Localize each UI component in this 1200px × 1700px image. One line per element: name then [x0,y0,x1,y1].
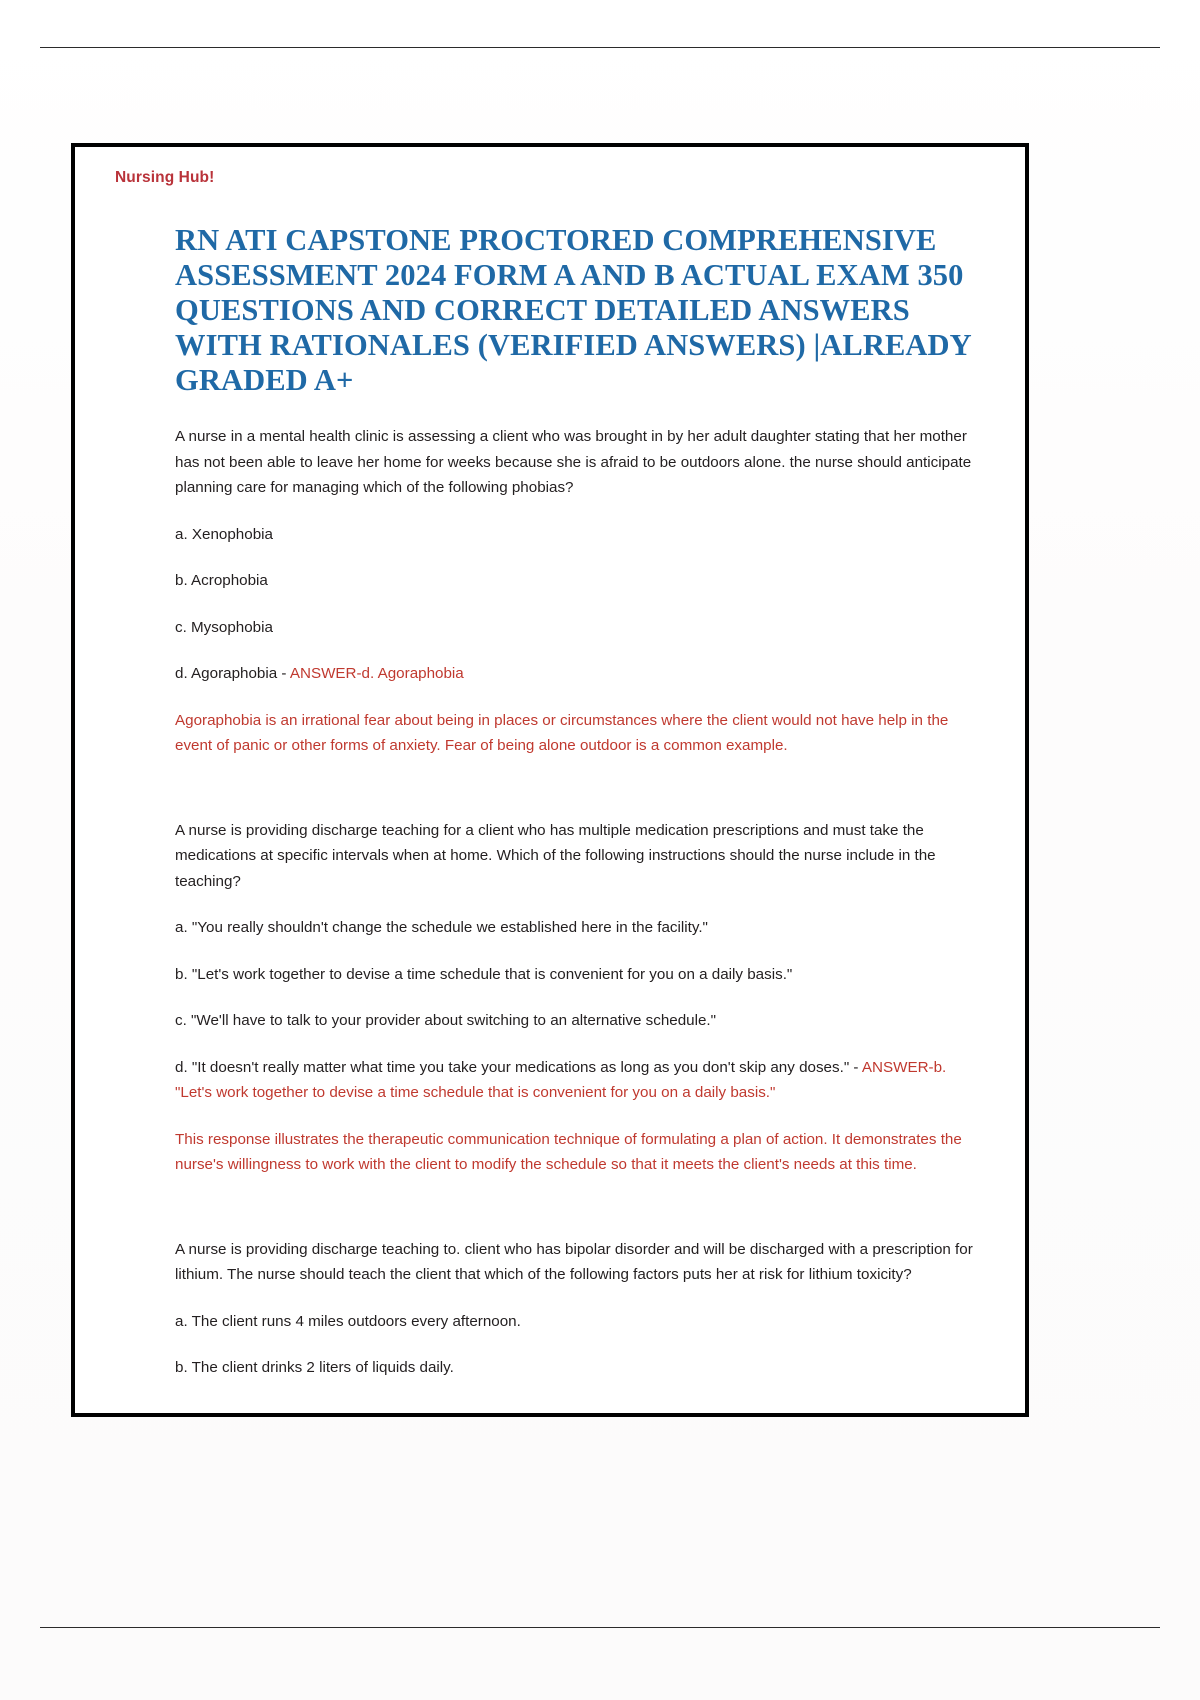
document-inner [75,147,1025,1413]
answer-key: ANSWER-b. "Let's work together to devise a time schedule that is convenient for you on a daily basis." [175,1058,947,1101]
question-stem: A nurse in a mental health clinic is assessing a client who was brought in by her adult daughter stating that her mother has not been able to leave her home for weeks because she is afraid to be outdoors alone. the nurse should anticipate planning care for managing which of the following phobias? [175,428,972,496]
question-stem: A nurse is providing discharge teaching to. client who has bipolar disorder and will be discharged with a prescription for lithium. The nurse should teach the client that which of the following factors puts her at risk for lithium toxicity? [175,1240,973,1283]
question-option: a. "You really shouldn't change the schedule we established here in the facility." [175,919,708,936]
question-answer-line [175,1055,983,1106]
section-spacer [175,780,983,818]
question-option: d. Agoraphobia - [175,665,290,682]
question-option: b. Acrophobia [175,572,268,589]
answer-rationale: This response illustrates the therapeutic communication technique of formulating a plan of action. It demonstrates the nurse's willingness to work with the client to modify the schedule so that it meets the client's needs at this time. [175,1130,962,1173]
question-answer-line [175,661,983,687]
answer-key: ANSWER-d. Agoraphobia [289,665,464,682]
question-option: b. The client drinks 2 liters of liquids daily. [175,1359,454,1376]
page-top-rule [40,47,1160,48]
document-content [175,223,983,1381]
question-option: c. "We'll have to talk to your provider about switching to an alternative schedule." [175,1012,717,1029]
question-option: b. "Let's work together to devise a time schedule that is convenient for you on a daily basis." [175,965,793,983]
page-title: RN ATI CAPSTONE PROCTORED COMPREHENSIVE ASSESSMENT 2024 FORM A AND B ACTUAL EXAM 350 QUESTIONS AND CORRECT DETAILED ANSWERS WITH RATIONALES (VERIFIED ANSWERS) |ALREADY GRADED A+ [175,223,971,397]
answer-rationale: Agoraphobia is an irrational fear about being in places or circumstances where the client would not have help in the event of panic or other forms of anxiety. Fear of being alone outdoor is a common example. [175,711,949,754]
question-option: a. Xenophobia [175,525,273,543]
section-spacer [175,1199,983,1237]
question-option: c. Mysophobia [175,618,273,636]
question-stem: A nurse is providing discharge teaching for a client who has multiple medication prescriptions and must take the medications at specific intervals when at home. Which of the following instructions should the nurse include in the teaching? [175,821,936,890]
brand-label: Nursing Hub! [115,169,215,186]
question-option: a. The client runs 4 miles outdoors every afternoon. [175,1312,521,1330]
page-bottom-rule [40,1627,1160,1628]
document-frame [71,143,1029,1417]
question-option: d. "It doesn't really matter what time you take your medications as long as you don't skip any doses." - [175,1058,862,1076]
